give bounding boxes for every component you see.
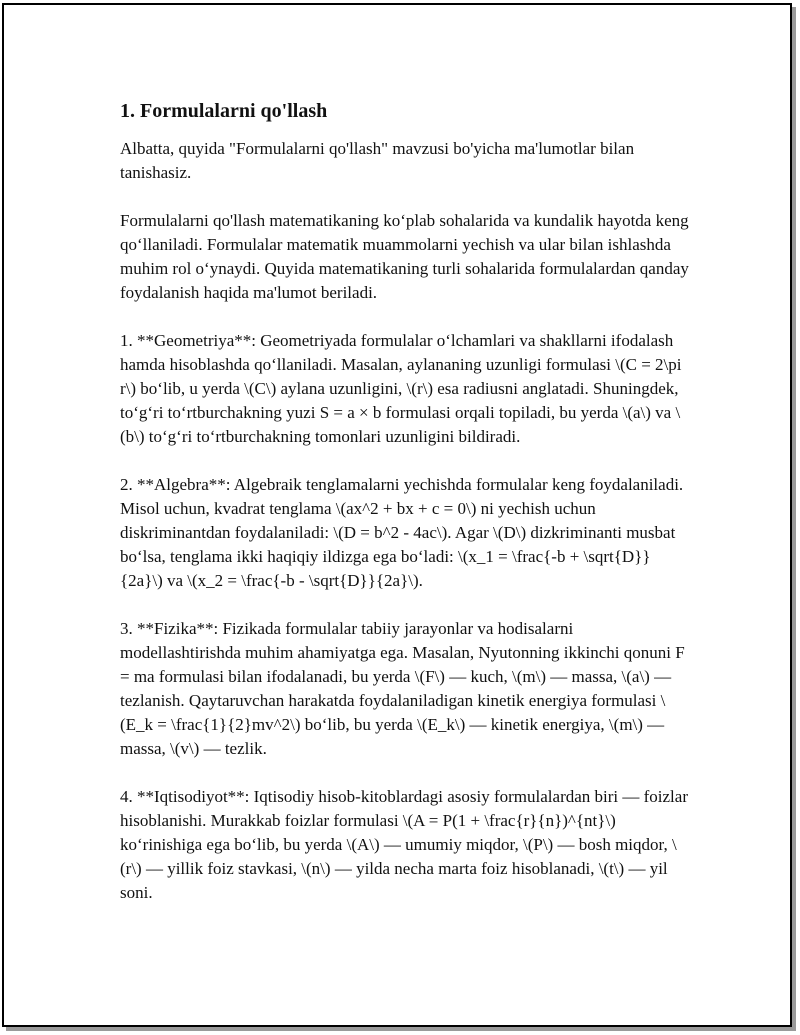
document-title: 1. Formulalarni qo'llash [120,100,328,122]
geometry-paragraph: 1. **Geometriya**: Geometriyada formulalar o‘lchamlari va shakllarni ifodalash hamda hisoblashda qo‘llaniladi. Masalan, aylananing uzunligi formulasi \(C = 2\pi r\) bo‘lib, u yerda \(C\) aylana uzunligini, \(r\) esa radiusni anglatadi. Shuningdek, to‘g‘ri to‘rtburchakning yuzi S = a × b formulasi orqali topiladi, bu yerda \(a\) va \(b\) to‘g‘ri to‘rtburchakning tomonlari uzunligini bildiradi. [120,331,682,446]
algebra-paragraph: 2. **Algebra**: Algebraik tenglamalarni yechishda formulalar keng foydalaniladi. Misol uchun, kvadrat tenglama \(ax^2 + bx + c = 0\) ni yechish uchun diskriminantdan foydalaniladi: \(D = b^2 - 4ac\). Agar \(D\) dizkriminanti musbat bo‘lsa, tenglama ikki haqiqiy ildizga ega bo‘ladi: \(x_1 = \frac{-b + \sqrt{D}}{2a}\) va \(x_2 = \frac{-b - \sqrt{D}}{2a}\). [120,475,684,590]
document-page [2,3,792,1027]
intro-paragraph: Albatta, quyida "Formulalarni qo'llash" mavzusi bo'yicha ma'lumotlar bilan tanishasiz. [120,139,635,182]
physics-paragraph: 3. **Fizika**: Fizikada formulalar tabiiy jarayonlar va hodisalarni modellashtirishda muhim ahamiyatga ega. Masalan, Nyutonning ikkinchi qonuni F = ma formulasi bilan ifodalanadi, bu yerda \(F\) — kuch, \(m\) — massa, \(a\) — tezlanish. Qaytaruvchan harakatda foydalaniladigan kinetik energiya formulasi \(E_k = \frac{1}{2}mv^2\) bo‘lib, bu yerda \(E_k\) — kinetik energiya, \(m\) — massa, \(v\) — tezlik. [120,619,685,758]
document-content [120,97,690,929]
overview-paragraph: Formulalarni qo'llash matematikaning ko‘plab sohalarida va kundalik hayotda keng qo‘llaniladi. Formulalar matematik muammolarni yechish va ular bilan ishlashda muhim rol o‘ynaydi. Quyida matematikaning turli sohalarida formulalardan qanday foydalanish haqida ma'lumot beriladi. [120,211,689,302]
economics-paragraph: 4. **Iqtisodiyot**: Iqtisodiy hisob-kitoblardagi asosiy formulalardan biri — foizlar hisoblanishi. Murakkab foizlar formulasi \(A = P(1 + \frac{r}{n})^{nt}\) ko‘rinishiga ega bo‘lib, bu yerda \(A\) — umumiy miqdor, \(P\) — bosh miqdor, \(r\) — yillik foiz stavkasi, \(n\) — yilda necha marta foiz hisoblanadi, \(t\) — yil soni. [120,787,688,902]
